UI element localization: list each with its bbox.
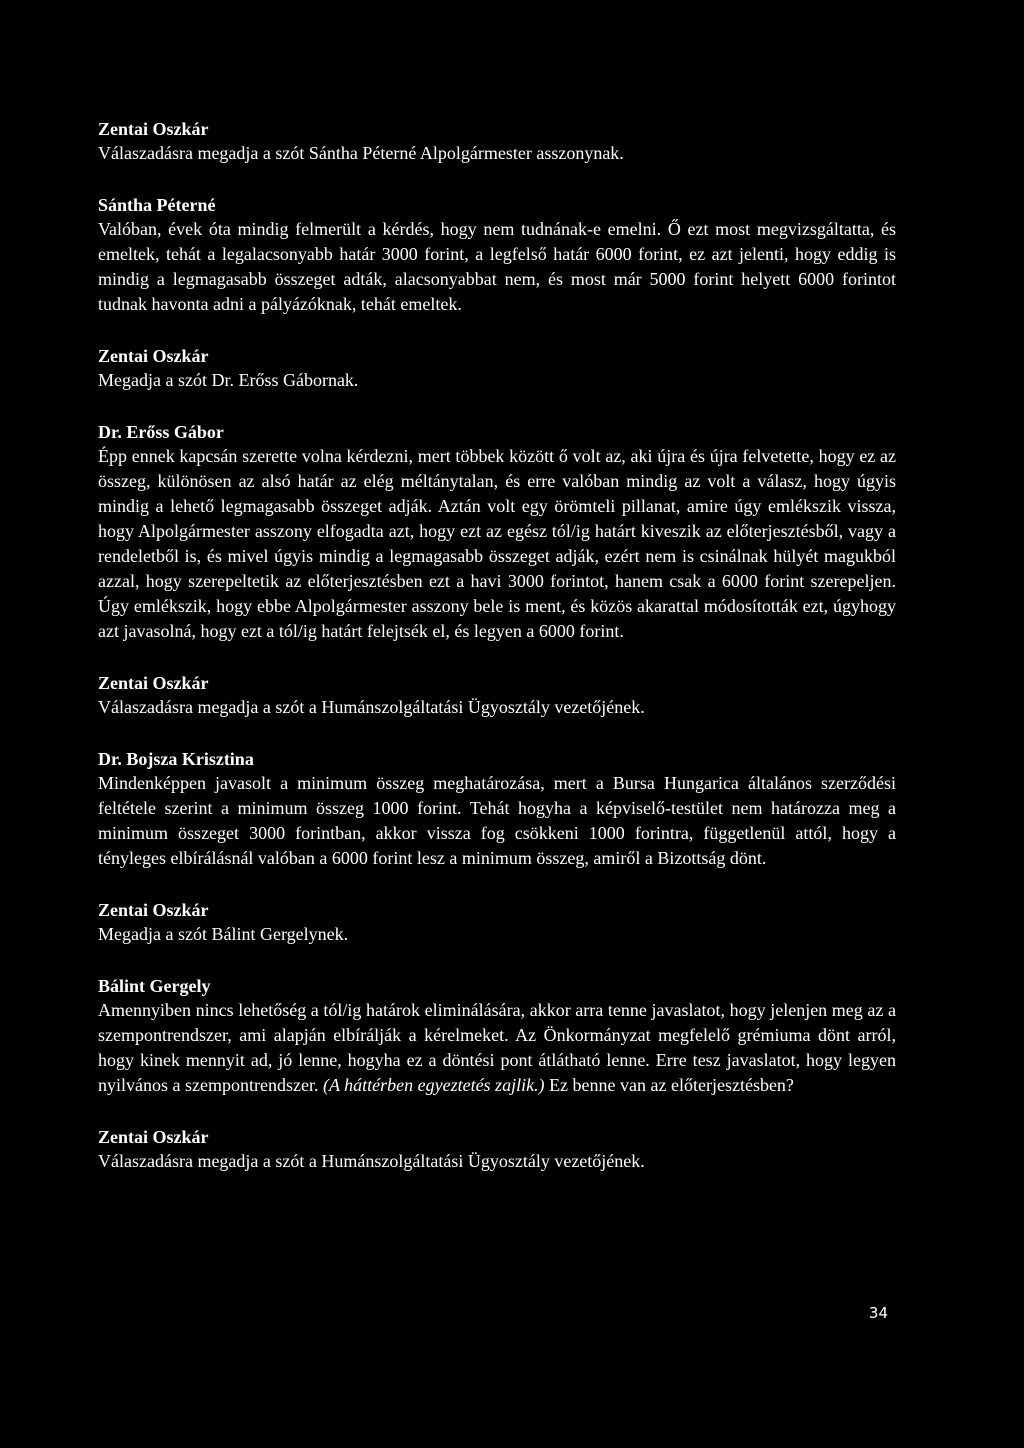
speaker-name: Zentai Oszkár [98,900,209,920]
speaker-name: Zentai Oszkár [98,673,209,693]
speech-text: Mindenképpen javasolt a minimum összeg meghatározása, mert a Bursa Hungarica általános szerződési feltétele szerint a minimum összeg 1000 forint. Tehát hogyha a képviselő-testület nem határozza meg a minimum összeget 3000 forintban, akkor vissza fog csökkeni 1000 forintra, függetlenül attól, hogy a tényleges elbírálásnál valóban a 6000 forint lesz a minimum összeg, amiről a Bizottság dönt. [98,773,896,868]
speaker-name: Dr. Bojsza Krisztina [98,749,254,769]
speech-text [98,998,896,1098]
speech-text: Épp ennek kapcsán szerette volna kérdezni, mert többek között ő volt az, aki újra és újra felvetette, hogy ez az összeg, különösen az alsó határ az elég méltánytalan, és erre valóban mindig az volt a válasz, hogy úgyis mindig a lehető legmagasabb összeget adják. Aztán volt egy örömteli pillanat, amire úgy emlékszik vissza, hogy Alpolgármester asszony elfogadta azt, hogy ezt az egész tól/ig határt kiveszik az előterjesztésből, vagy a rendeletből is, és mivel úgyis mindig a legmagasabb összeget adják, ezért nem is csinálnak hülyét magukból azzal, hogy szerepeltetik az előterjesztésben ezt a havi 3000 forintot, hanem csak a 6000 forint szerepeljen. Úgy emlékszik, hogy ebbe Alpolgármester asszony bele is ment, és közös akarattal módosították ezt, úgyhogy azt javasolná, hogy ezt a tól/ig határt felejtsék el, és legyen a 6000 forint. [98,446,896,641]
speaker-name: Sántha Péterné [98,195,216,215]
speaker-name: Dr. Erőss Gábor [98,422,224,442]
transcript-entry [98,420,896,644]
speech-text-after: Ez benne van az előterjesztésben? [549,1075,794,1095]
speech-text: Válaszadásra megadja a szót Sántha Péterné Alpolgármester asszonynak. [98,143,624,163]
transcript-entry [98,1125,896,1174]
document-page [98,117,896,1201]
speaker-name: Bálint Gergely [98,976,211,996]
transcript-entry [98,117,896,166]
transcript-entry [98,193,896,317]
transcript-entry [98,671,896,720]
transcript-entry [98,898,896,947]
speaker-name: Zentai Oszkár [98,119,209,139]
transcript-entry [98,747,896,871]
page-number: 34 [868,1304,888,1322]
speech-text: Megadja a szót Bálint Gergelynek. [98,924,349,944]
speaker-name: Zentai Oszkár [98,346,209,366]
speech-text: Válaszadásra megadja a szót a Humánszolgáltatási Ügyosztály vezetőjének. [98,1151,645,1171]
transcript-entry [98,344,896,393]
transcript-entry [98,974,896,1098]
speech-text: Válaszadásra megadja a szót a Humánszolgáltatási Ügyosztály vezetőjének. [98,697,645,717]
speech-text-main: Amennyiben nincs lehetőség a tól/ig határok eliminálására, akkor arra tenne javaslatot, hogy jelenjen meg az a szempontrendszer, ami alapján elbírálják a kérelmeket. Az Önkormányzat megfelelő grémiuma dönt arról, hogy kinek mennyit ad, jó lenne, hogyha ez a döntési pont átlátható lenne. Erre tesz javaslatot, hogy legyen nyilvános a szempontrendszer. [98,1000,896,1095]
speech-text: Valóban, évek óta mindig felmerült a kérdés, hogy nem tudnának-e emelni. Ő ezt most megvizsgáltatta, és emeltek, tehát a legalacsonyabb határ 3000 forint, a legfelső határ 6000 forint, ez azt jelenti, hogy eddig is mindig a legmagasabb összeget adták, alacsonyabbat nem, és most már 5000 forint helyett 6000 forintot tudnak havonta adni a pályázóknak, tehát emeltek. [98,219,896,314]
speaker-name: Zentai Oszkár [98,1127,209,1147]
speech-text: Megadja a szót Dr. Erőss Gábornak. [98,370,359,390]
stage-direction: (A háttérben egyeztetés zajlik.) [322,1075,545,1095]
